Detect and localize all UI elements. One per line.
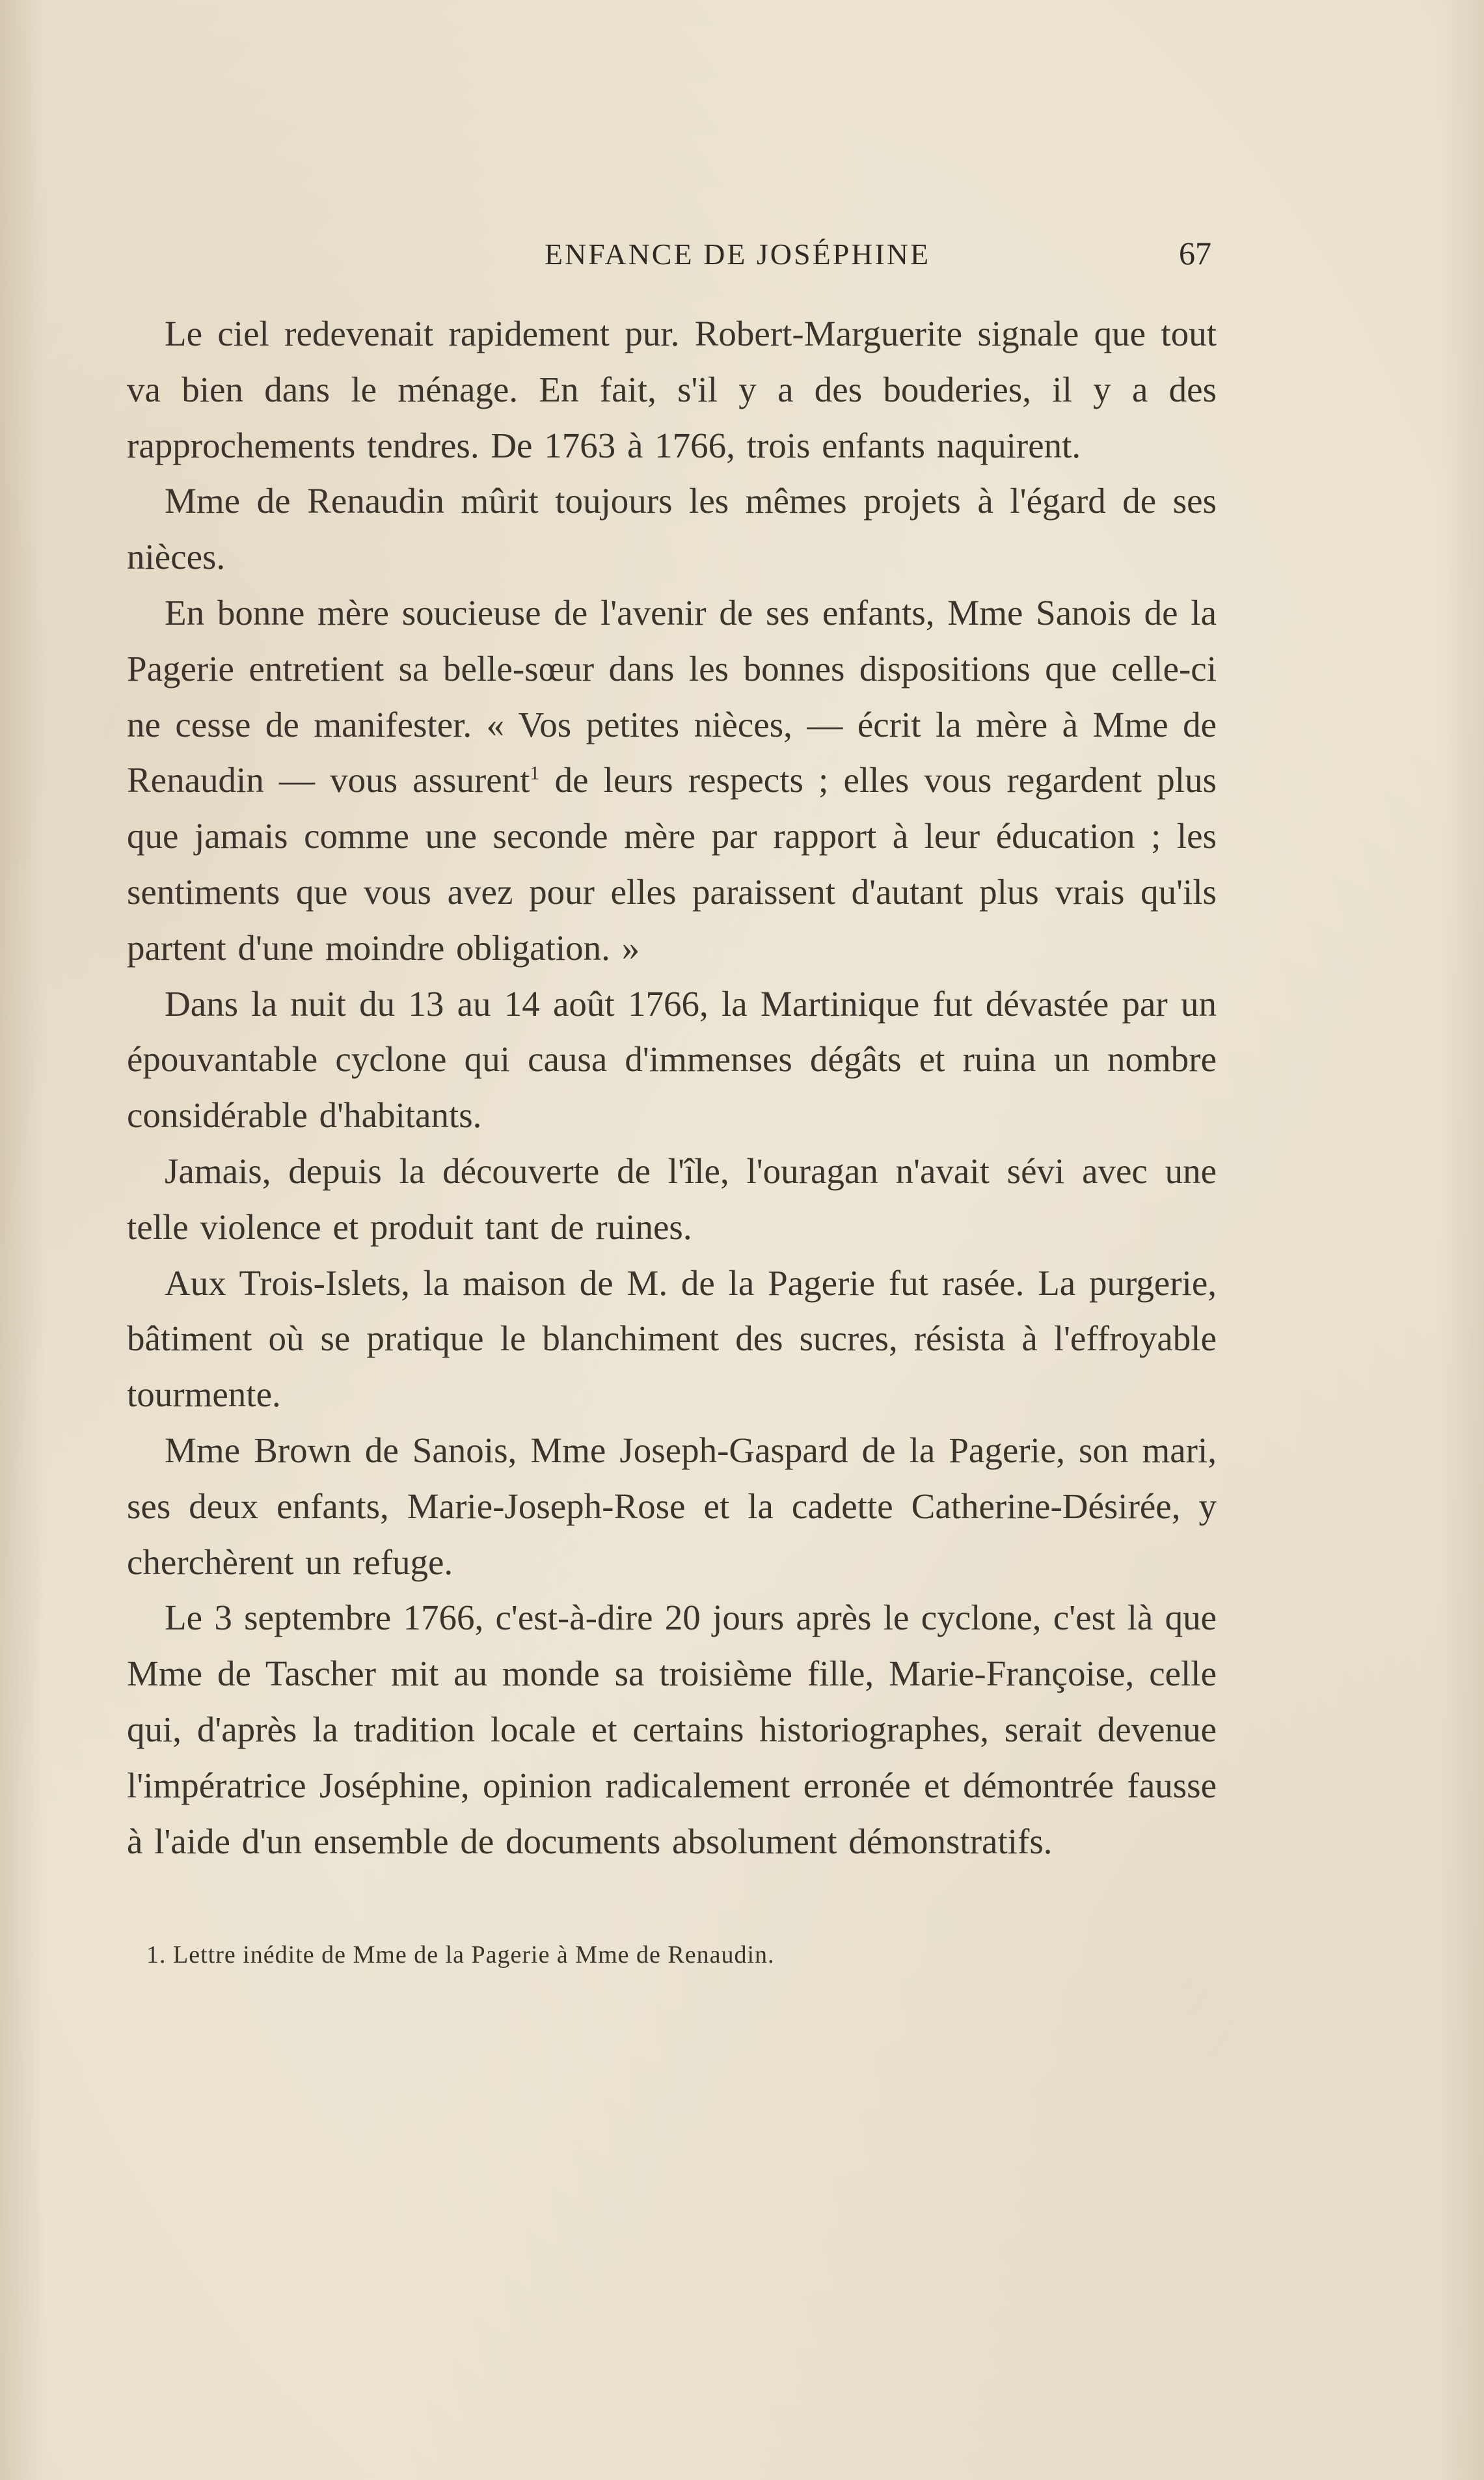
running-header bbox=[127, 234, 1217, 293]
page-edge-left bbox=[0, 0, 46, 2480]
paragraph: Dans la nuit du 13 au 14 août 1766, la Martinique fut dévastée par un épouvantable cyclone qui causa d'immenses dégâts et ruina un nombre considérable d'habitants. bbox=[127, 983, 1217, 1136]
paragraph-text: En bonne mère soucieuse de l'avenir de ses enfants, Mme Sanois de la Pagerie entretient sa belle-sœur dans les bonnes dispositions que celle-ci ne cesse de manifester. « Vos petites nièces, — écrit la mère à Mme de Renaudin — vous assurent bbox=[127, 592, 1217, 800]
footnote-marker: 1 bbox=[530, 763, 540, 785]
paragraph: Le 3 septembre 1766, c'est-à-dire 20 jours après le cyclone, c'est là que Mme de Tascher mit au monde sa troisième fille, Marie-Françoise, celle qui, d'après la tradition locale et certains historiographes, serait devenue l'impératrice Joséphine, opinion radicalement erronée et démontrée fausse à l'aide d'un ensemble de documents absolument démonstratifs. bbox=[127, 1598, 1217, 1861]
page-edge-right bbox=[1438, 0, 1484, 2480]
page-number: 67 bbox=[1179, 235, 1211, 271]
paragraph: Mme Brown de Sanois, Mme Joseph-Gaspard de la Pagerie, son mari, ses deux enfants, Marie-Joseph-Rose et la cadette Catherine-Désirée, y cherchèrent un refuge. bbox=[127, 1430, 1217, 1582]
paragraph: Jamais, depuis la découverte de l'île, l'ouragan n'avait sévi avec une telle violence et produit tant de ruines. bbox=[127, 1151, 1217, 1247]
paragraph: Le ciel redevenait rapidement pur. Robert-Marguerite signale que tout va bien dans le ménage. En fait, s'il y a des bouderies, il y a des rapprochements tendres. De 1763 à 1766, trois enfants naquirent. bbox=[127, 314, 1217, 465]
paragraph: Aux Trois-Islets, la maison de M. de la Pagerie fut rasée. La purgerie, bâtiment où se pratique le blanchiment des sucres, résista à l'effroyable tourmente. bbox=[127, 1262, 1217, 1415]
body-text bbox=[127, 306, 1217, 1869]
footnote: 1. Lettre inédite de Mme de la Pagerie à Mme de Renaudin. bbox=[146, 1941, 775, 1969]
running-title: ENFANCE DE JOSÉPHINE bbox=[544, 238, 931, 271]
paragraph-with-footnote bbox=[127, 585, 1217, 976]
paragraph: Mme de Renaudin mûrit toujours les mêmes projets à l'égard de ses nièces. bbox=[127, 481, 1217, 577]
paragraph-text-continuation: de leurs respects ; elles vous regardent plus que jamais comme une seconde mère par rapport à leur éducation ; les sentiments que vous avez pour elles paraissent d'autant plus vrais qu'ils partent d'une moindre obligation. » bbox=[127, 760, 1217, 968]
book-page bbox=[127, 234, 1217, 1969]
